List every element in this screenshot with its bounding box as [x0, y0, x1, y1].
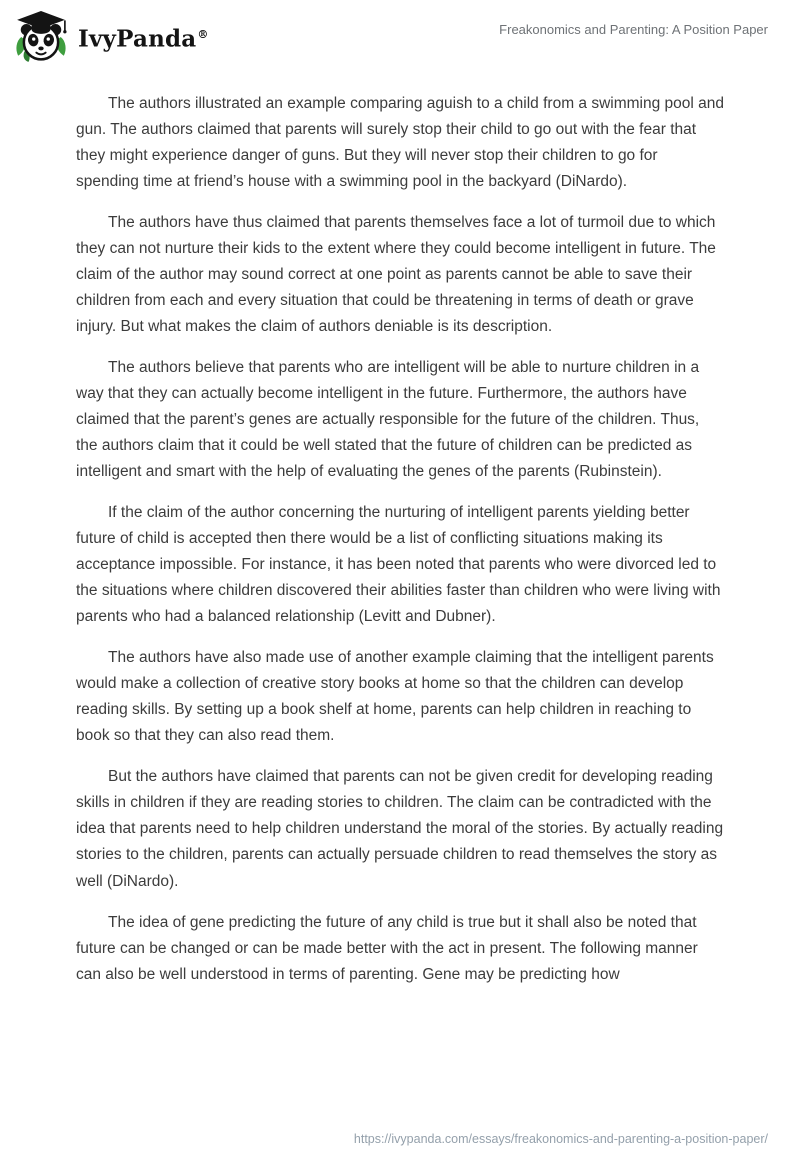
document-title: Freakonomics and Parenting: A Position Paper [499, 22, 768, 37]
essay-paragraph: The authors illustrated an example comparing aguish to a child from a swimming pool and gun. The authors claimed that parents will surely stop their child to go out with the fear that they might experience danger of guns. But they will never stop their children to go for spending time at friend’s house with a swimming pool in the backyard (DiNardo). [76, 94, 725, 190]
essay-paragraph: The authors have also made use of another example claiming that the intelligent parents would make a collection of creative story books at home so that the children can develop reading skills. By setting up a book shelf at home, parents can help children in reaching to book so that they can also read them. [76, 649, 714, 745]
panda-graduate-icon [14, 10, 68, 64]
essay-paragraph: But the authors have claimed that parents can not be given credit for developing reading skills in children if they are reading stories to children. The claim can be contradicted with the idea that parents need to help children understand the moral of the stories. By actually reading stories to the children, parents can actually persuade children to read themselves the story as well (DiNardo). [76, 768, 724, 890]
essay-paragraph: If the claim of the author concerning the nurturing of intelligent parents yielding better future of child is accepted then there would be a list of conflicting situations making its acceptance impossible. For instance, it has been noted that parents who were divorced led to the situations where children discovered their abilities faster than children who were living with parents who had a balanced relationship (Levitt and Dubner). [76, 504, 721, 626]
brand-link[interactable] [14, 8, 209, 67]
brand-name: IvyPanda® [78, 25, 209, 53]
essay-content [76, 91, 724, 988]
essay-paragraph: The authors have thus claimed that parents themselves face a lot of turmoil due to which they can not nurture their kids to the extent where they could become intelligent in future. The claim of the author may sound correct at one point as parents cannot be able to save their children from each and every situation that could be threatening in terms of death or grave injury. But what makes the claim of authors deniable is its description. [76, 213, 716, 335]
page-header [0, 0, 800, 67]
registered-mark: ® [197, 28, 209, 41]
footer-source-url[interactable]: https://ivypanda.com/essays/freakonomics-and-parenting-a-position-paper/ [353, 1132, 768, 1146]
essay-paragraph: The idea of gene predicting the future of any child is true but it shall also be noted that future can be changed or can be made better with the act in present. The following manner can also be well understood in terms of parenting. Gene may be predicting how [76, 913, 698, 983]
essay-paragraph: The authors believe that parents who are intelligent will be able to nurture children in a way that they can actually become intelligent in the future. Furthermore, the authors have claimed that the parent’s genes are actually responsible for the future of the children. Thus, the authors claim that it could be well stated that the future of children can be predicted as intelligent and smart with the help of evaluating the genes of the parents (Rubinstein). [76, 358, 700, 481]
